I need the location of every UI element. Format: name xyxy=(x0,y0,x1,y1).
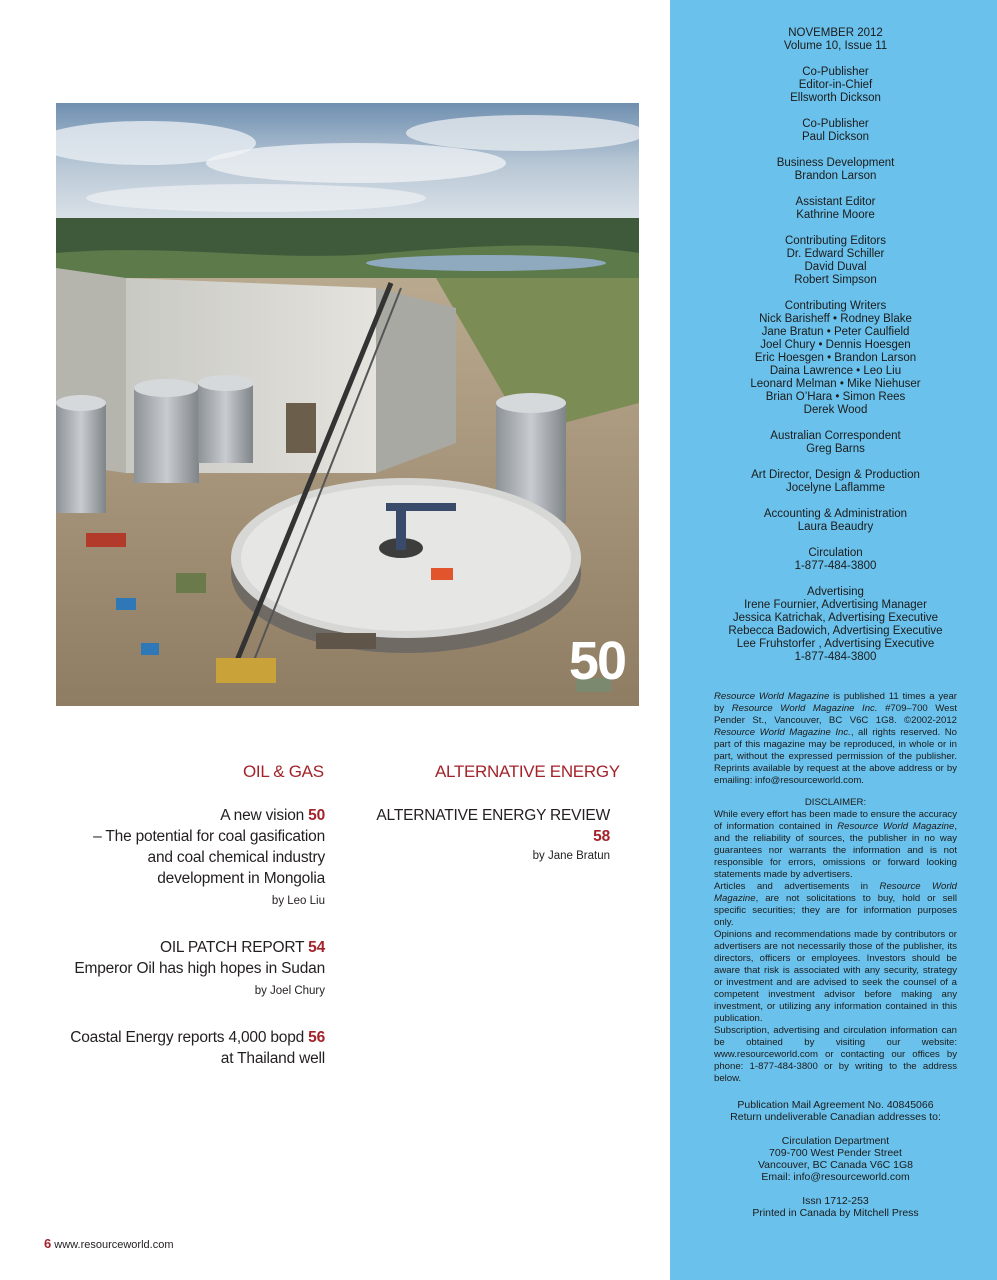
page-folio xyxy=(44,1236,174,1251)
credit-block xyxy=(714,157,957,183)
article-coastal-energy[interactable] xyxy=(40,1027,325,1069)
disclaimer-text: , are not solicitations to buy, hold or sell specific securities; they are for information purposes only. xyxy=(714,893,957,928)
credit-name: Dr. Edward Schiller xyxy=(786,248,885,260)
credit-name: Rebecca Badowich, Advertising Executive xyxy=(728,625,943,637)
credit-role: Accounting & Administration xyxy=(763,508,908,520)
publisher-name: Resource World Magazine Inc. xyxy=(714,727,851,738)
credit-role: Business Development xyxy=(776,157,895,169)
article-page-number: 58 xyxy=(593,828,610,845)
article-new-vision[interactable] xyxy=(40,805,325,911)
printer: Printed in Canada by Mitchell Press xyxy=(752,1207,919,1219)
notice-text: #709–700 West Pender St., Vancouver, BC V6C 1G8. ©2002-2012 xyxy=(714,703,957,726)
issn: Issn 1712-253 xyxy=(802,1195,869,1207)
credit-name: Paul Dickson xyxy=(801,131,870,143)
publisher-name: Resource World Magazine Inc. xyxy=(731,703,878,714)
credit-name: Brandon Larson xyxy=(794,170,877,182)
credit-name: Joel Chury • Dennis Hoesgen xyxy=(760,339,911,351)
article-title: ALTERNATIVE ENERGY REVIEW xyxy=(376,807,610,824)
article-oil-patch-report[interactable] xyxy=(40,937,325,1001)
disclaimer-paragraph xyxy=(714,881,957,929)
issue-date: NOVEMBER 2012 xyxy=(788,27,883,39)
credit-block xyxy=(714,300,957,417)
credit-role: Advertising xyxy=(807,586,864,598)
folio-website[interactable]: www.resourceworld.com xyxy=(51,1239,174,1251)
disclaimer-paragraph: Subscription, advertising and circulation information can be obtained by visiting our website: www.resourceworld.com or contacting our offices by phone: 1-877-484-3800 or by writing to the address below. xyxy=(714,1025,957,1084)
circulation-city: Vancouver, BC Canada V6C 1G8 xyxy=(757,1159,914,1171)
masthead-sidebar xyxy=(670,0,997,1280)
industrial-plant-illustration xyxy=(56,103,639,706)
credit-role: Art Director, Design & Production xyxy=(751,469,920,481)
notice-text: , all rights reserved. No part of this magazine may be reproduced, in whole or in part, without the expressed permission of the publisher. Reprints available by request at the above address or by emailing: info@resourceworld.com. xyxy=(714,727,958,786)
credit-role: Co-Publisher xyxy=(802,66,869,78)
article-subtitle-line: at Thailand well xyxy=(220,1050,325,1067)
oil-gas-articles xyxy=(40,805,325,1095)
article-page-number: 56 xyxy=(308,1029,325,1046)
credit-name: David Duval xyxy=(804,261,867,273)
publication-notice xyxy=(714,691,957,787)
disclaimer-text: While every effort has been made to ensure the accuracy of information contained in xyxy=(714,809,957,832)
article-subtitle-line: Emperor Oil has high hopes in Sudan xyxy=(74,960,325,977)
disclaimer xyxy=(714,797,957,1085)
credit-block xyxy=(714,508,957,534)
credit-block xyxy=(714,469,957,495)
notice-text: is published 11 times a year by xyxy=(714,691,957,714)
disclaimer-text: , and the reliability of sources, the publisher in no way guarantees nor warrants the information and is not responsible for errors, omissions or forward looking statements made by advertisers. xyxy=(714,821,957,880)
credit-name: Brian O’Hara • Simon Rees xyxy=(765,391,906,403)
mail-agreement: Publication Mail Agreement No. 40845066 xyxy=(737,1099,934,1111)
article-byline: by Joel Chury xyxy=(254,985,325,997)
credit-block xyxy=(714,430,957,456)
credit-block xyxy=(714,235,957,287)
credit-role: Co-Publisher xyxy=(802,118,869,130)
credit-name: Editor-in-Chief xyxy=(798,79,873,91)
article-byline: by Jane Bratun xyxy=(532,850,610,862)
credit-name: Laura Beaudry xyxy=(797,521,874,533)
disclaimer-paragraph: Opinions and recommendations made by contributors or advertisers are not necessarily those of the publisher, its directors, officers or employees. Investors should be aware that risk is associated with any security, strategy or investment and are advised to seek the counsel of a competent investment advisor before making any investment, or utilizing any information contained in this publication. xyxy=(714,929,957,1024)
article-title-line xyxy=(40,1027,325,1048)
magazine-name: Resource World Magazine xyxy=(837,821,955,832)
credit-role: Australian Correspondent xyxy=(770,430,901,442)
article-byline: by Leo Liu xyxy=(271,895,325,907)
credit-role: Circulation xyxy=(808,547,863,559)
magazine-name: Resource World Magazine xyxy=(714,881,958,904)
magazine-name: Resource World Magazine xyxy=(714,691,830,702)
credit-name: Ellsworth Dickson xyxy=(790,92,881,104)
credit-name: Daina Lawrence • Leo Liu xyxy=(769,365,902,377)
circulation-street: 709-700 West Pender Street xyxy=(769,1147,902,1159)
credit-name: Jane Bratun • Peter Caulfield xyxy=(761,326,910,338)
article-title: Coastal Energy reports 4,000 bopd xyxy=(70,1029,309,1046)
article-subtitle-line: – The potential for coal gasification xyxy=(93,828,325,845)
credit-role: Contributing Editors xyxy=(785,235,886,247)
circulation-department: Circulation Department xyxy=(781,1135,890,1147)
article-page-number: 54 xyxy=(308,939,325,956)
credit-block xyxy=(714,196,957,222)
credit-block xyxy=(714,66,957,105)
credit-name: 1-877-484-3800 xyxy=(794,560,877,572)
article-title: A new vision xyxy=(220,807,309,824)
article-title-line xyxy=(40,805,325,826)
article-subtitle-line: development in Mongolia xyxy=(157,870,325,887)
credit-name: Eric Hoesgen • Brandon Larson xyxy=(754,352,917,364)
article-title-line xyxy=(40,937,325,958)
article-title: OIL PATCH REPORT xyxy=(159,939,309,956)
credit-block xyxy=(714,586,957,664)
credit-name: 1-877-484-3800 xyxy=(794,651,877,663)
credit-name: Greg Barns xyxy=(806,443,865,455)
credit-name: Leonard Melman • Mike Niehuser xyxy=(750,378,921,390)
issue-info xyxy=(714,27,957,53)
issue-volume: Volume 10, Issue 11 xyxy=(783,40,888,52)
photo-page-number: 50 xyxy=(568,631,625,691)
credit-role: Contributing Writers xyxy=(784,300,887,312)
article-alternative-energy-review[interactable] xyxy=(360,805,610,866)
credit-block xyxy=(714,547,957,573)
credit-block xyxy=(714,118,957,144)
credit-name: Robert Simpson xyxy=(794,274,877,286)
article-subtitle-line: and coal chemical industry xyxy=(147,849,325,866)
mail-return: Return undeliverable Canadian addresses to: xyxy=(730,1111,941,1123)
circulation-email[interactable]: Email: info@resourceworld.com xyxy=(761,1171,910,1183)
disclaimer-heading: DISCLAIMER: xyxy=(804,797,867,808)
credit-name: Jessica Katrichak, Advertising Executive xyxy=(732,612,939,624)
credit-name: Jocelyne Laflamme xyxy=(785,482,886,494)
article-title-line xyxy=(360,805,610,847)
mailing-info xyxy=(714,1099,957,1219)
section-heading-oil-gas: OIL & GAS xyxy=(243,762,324,781)
credit-name: Derek Wood xyxy=(803,404,868,416)
folio-page-number: 6 xyxy=(44,1236,52,1251)
article-page-number: 50 xyxy=(308,807,325,824)
alternative-energy-articles xyxy=(360,805,610,892)
section-heading-alternative-energy: ALTERNATIVE ENERGY xyxy=(435,762,620,781)
disclaimer-paragraph xyxy=(714,809,957,881)
feature-photo xyxy=(56,103,639,706)
credit-name: Irene Fournier, Advertising Manager xyxy=(744,599,927,611)
disclaimer-text: Articles and advertisements in xyxy=(714,881,880,892)
masthead-credits xyxy=(714,66,957,664)
credit-name: Kathrine Moore xyxy=(796,209,875,221)
credit-name: Lee Fruhstorfer , Advertising Executive xyxy=(736,638,935,650)
credit-name: Nick Barisheff • Rodney Blake xyxy=(759,313,912,325)
credit-role: Assistant Editor xyxy=(795,196,876,208)
